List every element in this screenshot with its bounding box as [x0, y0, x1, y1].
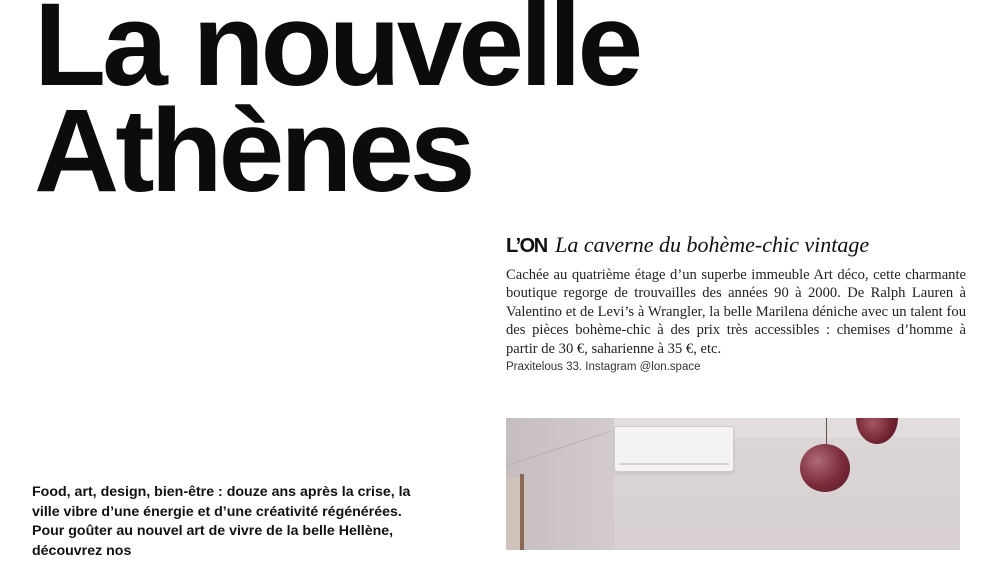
clothes-rack-pole — [520, 474, 524, 550]
article-body: Cachée au quatrième étage d’un superbe immeuble Art déco, cette charmante boutique regorge de trouvailles des années 90 à 2000. De Ralph Lauren à Valentino et de Levi’s à Wrangler, la belle Marilena déniche avec un talent fou des pièces bohème-chic à des prix très accessibles : chemises d’homme à partir de 30 €, saharienne à 35 €, etc. — [506, 267, 966, 357]
headline-line-2: Athènes — [34, 85, 472, 217]
article-heading — [506, 230, 966, 263]
headline — [34, 0, 640, 217]
article-lon — [506, 230, 966, 373]
air-conditioner-unit — [614, 426, 734, 472]
intro-paragraph: Food, art, design, bien-être : douze ans après la crise, la ville vibre d’une énergie et d’une créativité régénérées. Pour goûter au nouvel art de vivre de la belle Hellène, découvrez nos — [32, 484, 411, 559]
shop-address: Praxitelous 33. Instagram @lon.space — [506, 361, 701, 374]
headline-line-1: La nouvelle — [34, 0, 640, 111]
pendant-lamp-partial — [856, 418, 898, 444]
pendant-lamp — [800, 444, 850, 492]
lamp-wire — [826, 418, 827, 446]
article-subtitle: La caverne du bohème-chic vintage — [555, 232, 870, 257]
shop-name: L’ON — [506, 235, 547, 257]
shop-interior-photo — [506, 418, 960, 550]
